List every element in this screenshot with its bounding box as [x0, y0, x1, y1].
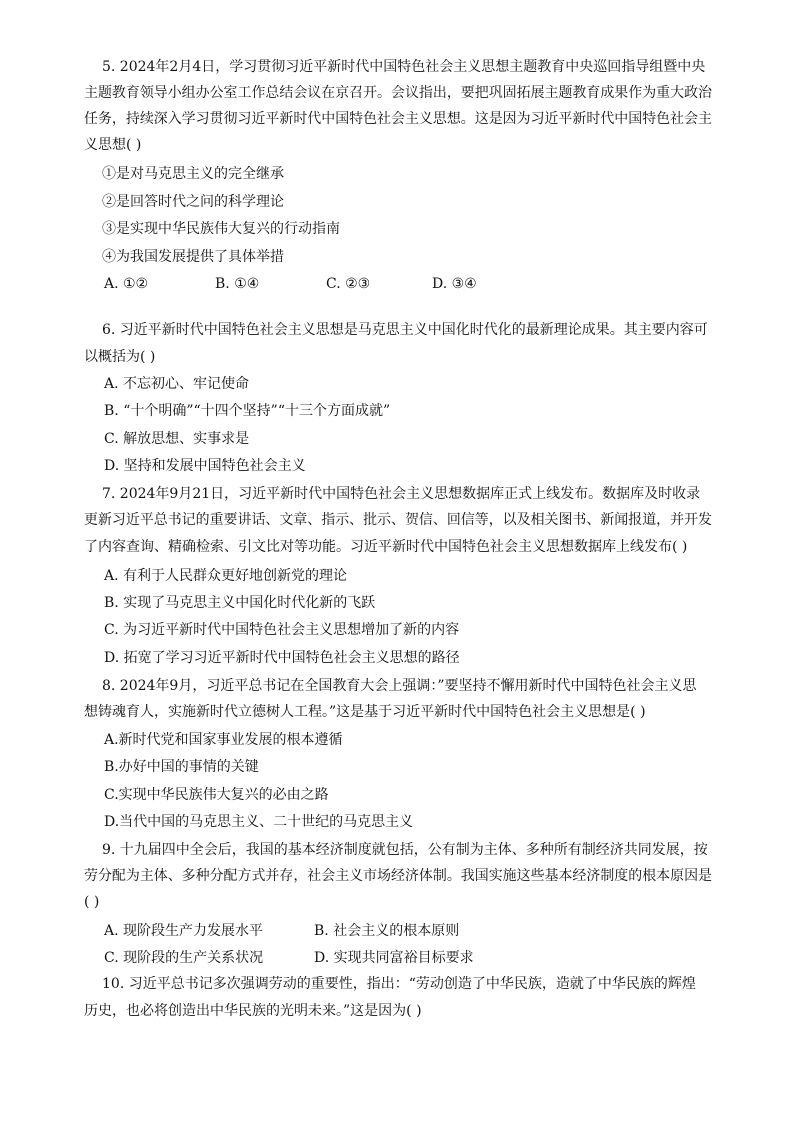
q8-option-c[interactable]: C.实现中华民族伟大复兴的必由之路	[104, 787, 329, 803]
q5-stem-line-4: 义思想( )	[84, 137, 142, 153]
q9-option-b[interactable]: B. 社会主义的根本原则	[314, 923, 460, 939]
q5-stem-line-2: 主题教育领导小组办公室工作总结会议在京召开。会议指出，要把巩固拓展主题教育成果作为重大政治	[84, 85, 712, 101]
q9-options-row-1	[0, 920, 793, 938]
q7-option-d[interactable]: D. 拓宽了学习习近平新时代中国特色社会主义思想的路径	[104, 650, 460, 666]
q6-stem-line-1: 6. 习近平新时代中国特色社会主义思想是马克思主义中国化时代化的最新理论成果。其主要内容可	[102, 322, 708, 338]
q10-stem-line-2: 历史，也必将创造出中华民族的光明未来。”这是因为( )	[84, 1003, 422, 1019]
q8-option-b[interactable]: B.办好中国的事情的关键	[104, 759, 259, 775]
q6-stem-line-2: 以概括为( )	[84, 349, 156, 365]
q5-option-b[interactable]: B. ①④	[215, 276, 260, 292]
q6-option-b[interactable]: B. “十个明确”“十四个坚持”“十三个方面成就”	[104, 403, 391, 419]
q7-stem-line-2: 更新习近平总书记的重要讲话、文章、指示、批示、贺信、回信等，以及相关图书、新闻报道，并开发	[84, 512, 712, 528]
q10-stem-line-1: 10. 习近平总书记多次强调劳动的重要性，指出：“劳动创造了中华民族，造就了中华民族的辉煌	[102, 976, 696, 992]
q8-option-d[interactable]: D.当代中国的马克思主义、二十世纪的马克思主义	[104, 814, 414, 830]
q9-option-d[interactable]: D. 实现共同富裕目标要求	[314, 950, 474, 966]
q8-stem-line-1: 8. 2024年9月，习近平总书记在全国教育大会上强调：”要坚持不懈用新时代中国特色社会主义思	[102, 678, 697, 694]
q5-stem-line-1: 5. 2024年2月4日，学习贯彻习近平新时代中国特色社会主义思想主题教育中央巡回指导组暨中央	[102, 59, 706, 75]
q8-stem-line-2: 想铸魂育人，实施新时代立德树人工程。”这是基于习近平新时代中国特色社会主义思想是( )	[84, 704, 646, 720]
q8-option-a[interactable]: A.新时代党和国家事业发展的根本遵循	[104, 732, 343, 748]
q5-options	[0, 276, 793, 294]
q9-stem-line-2: 劳分配为主体、多种分配方式并存，社会主义市场经济体制。我国实施这些基本经济制度的根本原因是	[84, 868, 712, 884]
q5-item-3: ③是实现中华民族伟大复兴的行动指南	[102, 221, 340, 237]
q7-option-a[interactable]: A. 有利于人民群众更好地创新党的理论	[104, 568, 348, 584]
q9-option-c[interactable]: C. 现阶段的生产关系状况	[104, 950, 264, 966]
q5-item-4: ④为我国发展提供了具体举措	[102, 249, 284, 265]
q9-stem-line-1: 9. 十九届四中全会后，我国的基本经济制度就包括，公有制为主体、多种所有制经济共同发展，按	[102, 842, 708, 858]
q6-option-d[interactable]: D. 坚持和发展中国特色社会主义	[104, 458, 306, 474]
q5-stem-line-3: 任务，持续深入学习贯彻习近平新时代中国特色社会主义思想。这是因为习近平新时代中国特色社会主	[84, 111, 712, 127]
q5-option-c[interactable]: C. ②③	[326, 276, 371, 292]
q9-options-row-2	[0, 947, 793, 965]
q9-stem-line-3: ( )	[84, 894, 100, 910]
q7-stem-line-3: 了内容查询、精确检索、引文比对等功能。习近平新时代中国特色社会主义思想数据库上线发布( )	[84, 539, 688, 555]
q5-item-1: ①是对马克思主义的完全继承	[102, 166, 284, 182]
q6-option-c[interactable]: C. 解放思想、实事求是	[104, 431, 250, 447]
q7-stem-line-1: 7. 2024年9月21日，习近平新时代中国特色社会主义思想数据库正式上线发布。数据库及时收录	[102, 486, 701, 502]
q5-item-2: ②是回答时代之问的科学理论	[102, 194, 284, 210]
q5-option-a[interactable]: A. ①②	[104, 276, 149, 292]
q5-option-d[interactable]: D. ③④	[432, 276, 477, 292]
q7-option-c[interactable]: C. 为习近平新时代中国特色社会主义思想增加了新的内容	[104, 622, 460, 638]
q9-option-a[interactable]: A. 现阶段生产力发展水平	[104, 923, 264, 939]
q6-option-a[interactable]: A. 不忘初心、牢记使命	[104, 376, 250, 392]
q7-option-b[interactable]: B. 实现了马克思主义中国化时代化新的飞跃	[104, 595, 376, 611]
